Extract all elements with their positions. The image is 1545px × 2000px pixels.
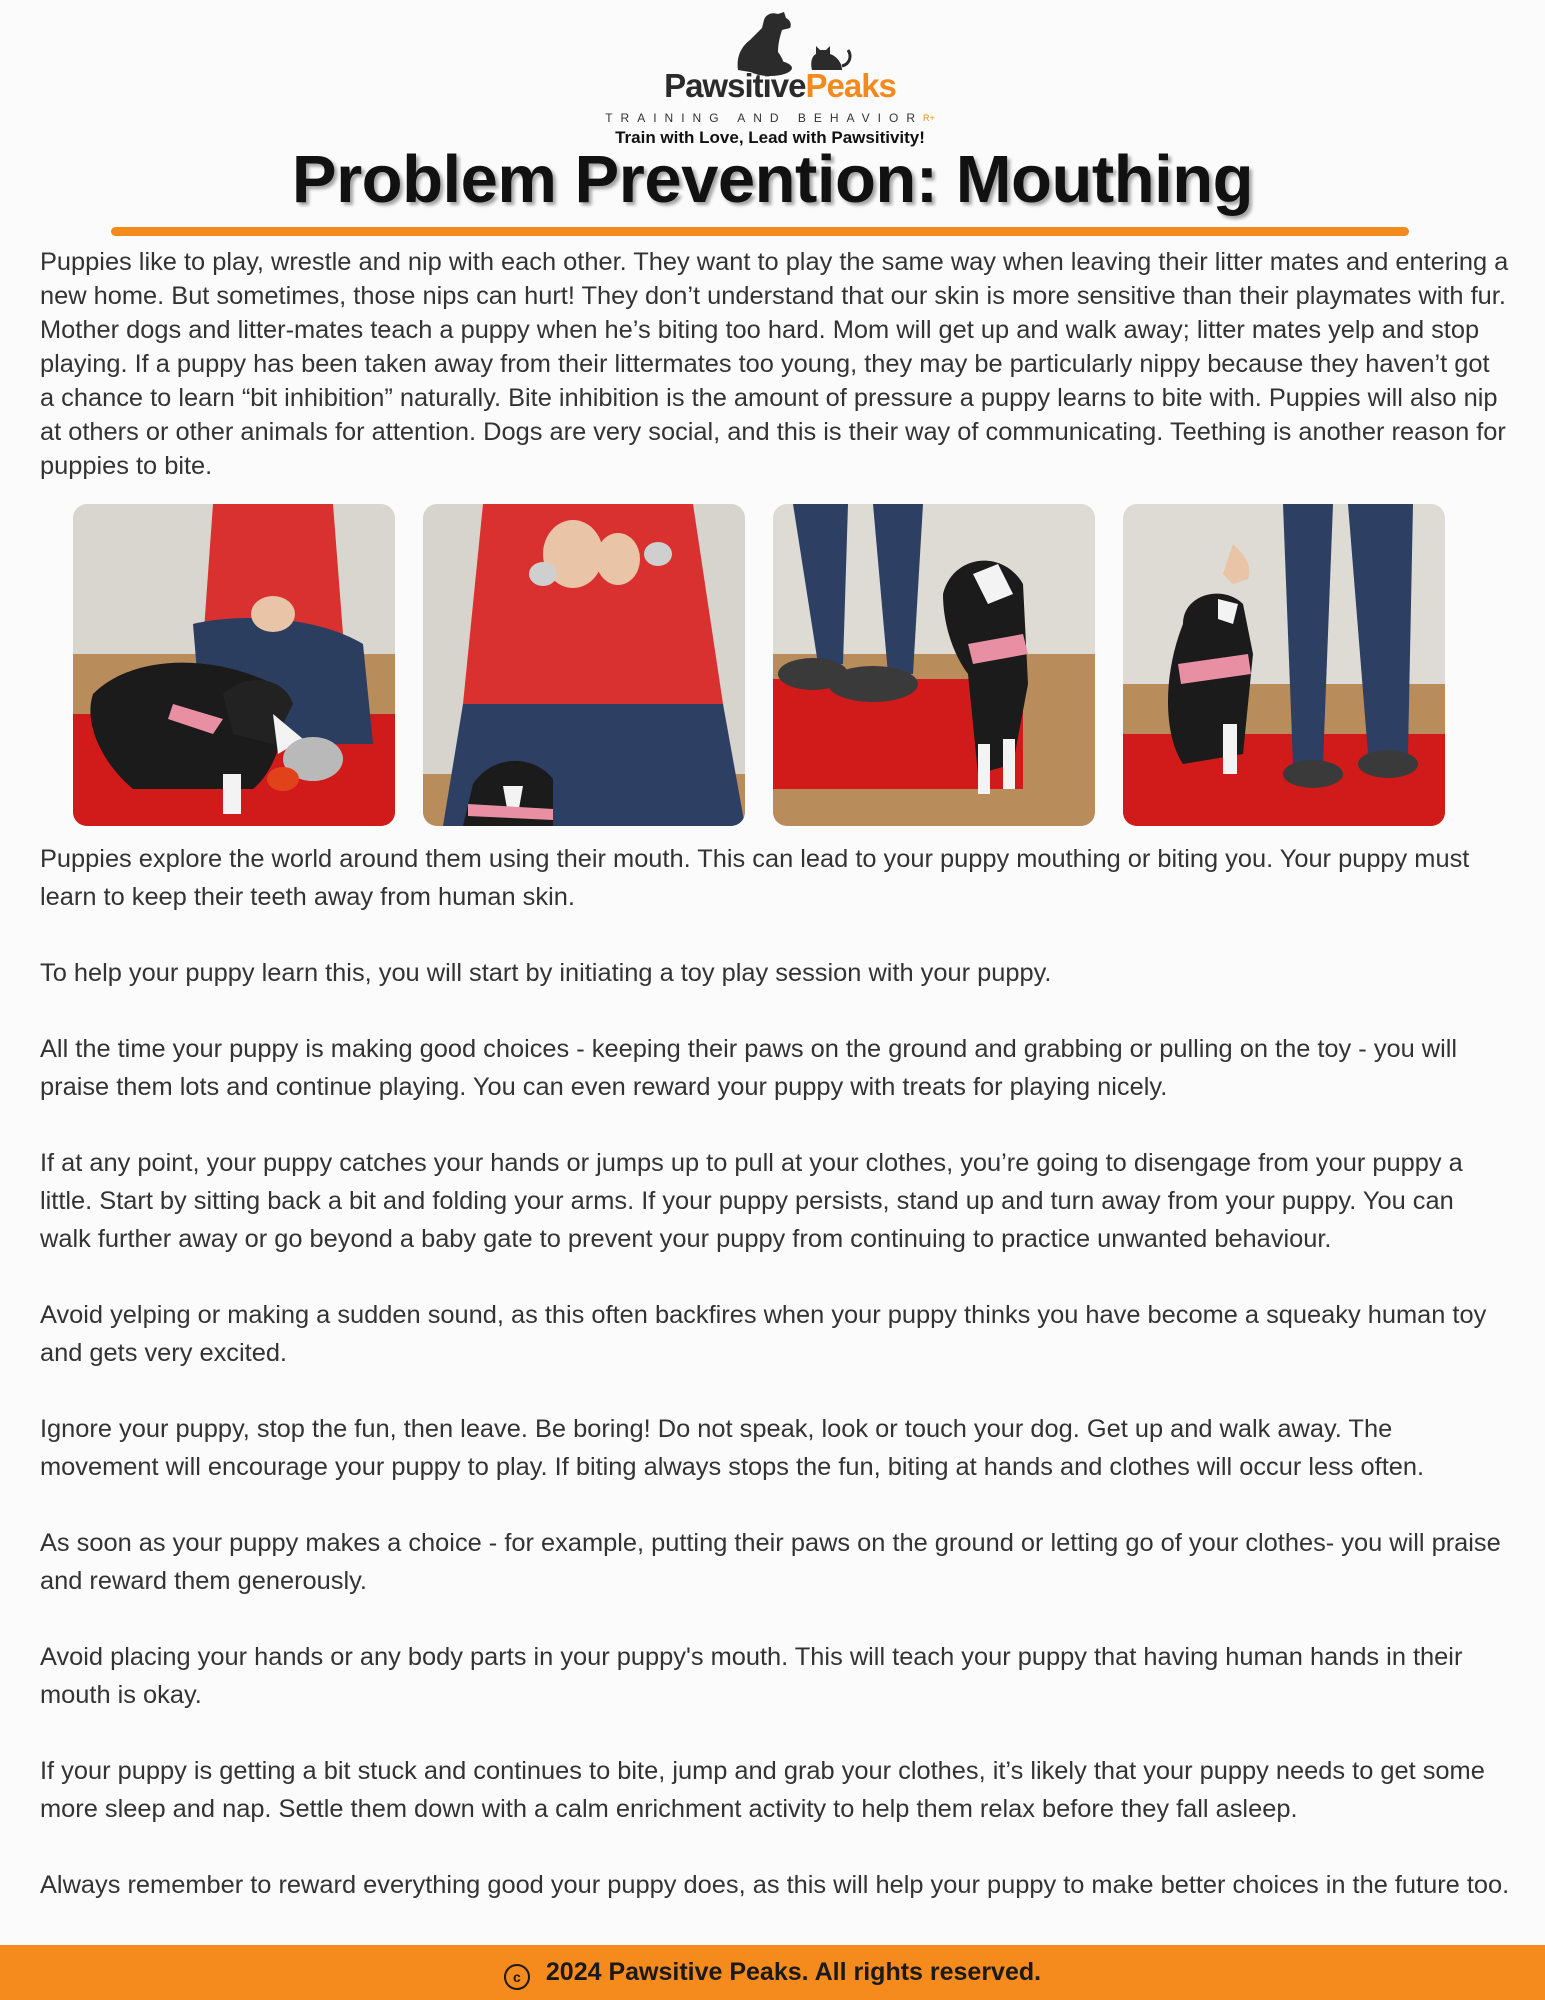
paragraph-mouth-exploration: Puppies explore the world around them using their mouth. This can lead to your puppy mouthing or biting you. Your puppy must learn to keep their teeth away from human skin. (40, 845, 1470, 911)
brand-name-part2: Peaks (805, 67, 896, 104)
photo-puppy-taking-treat (1123, 504, 1445, 826)
page-title: Problem Prevention: Mouthing (291, 142, 1254, 217)
photo-strip (73, 504, 1450, 826)
paragraph-toy-play: To help your puppy learn this, you will start by initiating a toy play session with your puppy. (40, 959, 1052, 987)
paragraph-disengage: If at any point, your puppy catches your hands or jumps up to pull at your clothes, you’re going to disengage from your puppy a little. Start by sitting back a bit and folding your arms. If your puppy persists, stand up and turn away from your puppy. You can walk further away or go beyond a baby gate to prevent your puppy from continuing to practice unwanted behaviour. (40, 1149, 1463, 1253)
paragraph-sleep-nap: If your puppy is getting a bit stuck and continues to bite, jump and grab your clothes, it’s likely that your puppy needs to get some more sleep and nap. Settle them down with a calm enrichment activity to help them relax before they fall asleep. (40, 1757, 1485, 1823)
body-text (40, 840, 1510, 1942)
brand-name (650, 66, 910, 106)
brand-subtitle (560, 110, 980, 126)
paragraph-avoid-hands: Avoid placing your hands or any body parts in your puppy's mouth. This will teach your puppy that having human hands in their mouth is okay. (40, 1643, 1463, 1709)
brand-name-part1: Pawsitive (664, 67, 806, 104)
photo-puppy-looking-up (773, 504, 1095, 826)
paragraph-reward-choice: As soon as your puppy makes a choice - for example, putting their paws on the ground or letting go of your clothes- you will praise and reward them generously. (40, 1529, 1501, 1595)
photo-person-disengaging (423, 504, 745, 826)
brand-subtitle-mark: R+ (923, 113, 935, 123)
paragraph-ignore-puppy: Ignore your puppy, stop the fun, then leave. Be boring! Do not speak, look or touch your dog. Get up and walk away. The movement will encourage your puppy to play. If biting always stops the fun, biting at hands and clothes will occur less often. (40, 1415, 1425, 1481)
logo (0, 8, 1545, 147)
intro-paragraph: Puppies like to play, wrestle and nip with each other. They want to play the same way when leaving their litter mates and entering a new home. But sometimes, those nips can hurt! They don’t understand that our skin is more sensitive than their playmates with fur. Mother dogs and litter-mates teach a puppy when he’s biting too hard. Mom will get up and walk away; litter mates yelp and stop playing. If a puppy has been taken away from their littermates too young, they may be particularly nippy because they haven’t got a chance to learn “bit inhibition” naturally. Bite inhibition is the amount of pressure a puppy learns to bite with. Puppies will also nip at others or other animals for attention. Dogs are very social, and this is their way of communicating. Teething is another reason for puppies to bite. (40, 248, 1509, 480)
copyright-icon: c (504, 1964, 530, 1990)
title-underline (111, 227, 1409, 236)
paragraph-always-reward: Always remember to reward everything good your puppy does, as this will help your puppy to make better choices in the future too. (40, 1871, 1510, 1899)
photo-puppy-playing-with-toy (73, 504, 395, 826)
footer (0, 1945, 1545, 2000)
paragraph-avoid-yelping: Avoid yelping or making a sudden sound, as this often backfires when your puppy thinks you have become a squeaky human toy and gets very excited. (40, 1301, 1487, 1367)
paragraph-good-choices: All the time your puppy is making good choices - keeping their paws on the ground and grabbing or pulling on the toy - you will praise them lots and continue playing. You can even reward your puppy with treats for playing nicely. (40, 1035, 1458, 1101)
footer-text: 2024 Pawsitive Peaks. All rights reserved. (545, 1958, 1042, 1986)
tagline: Train with Love, Lead with Pawsitivity! (615, 128, 925, 147)
brand-subtitle-text: TRAINING AND BEHAVIOR (605, 111, 924, 125)
